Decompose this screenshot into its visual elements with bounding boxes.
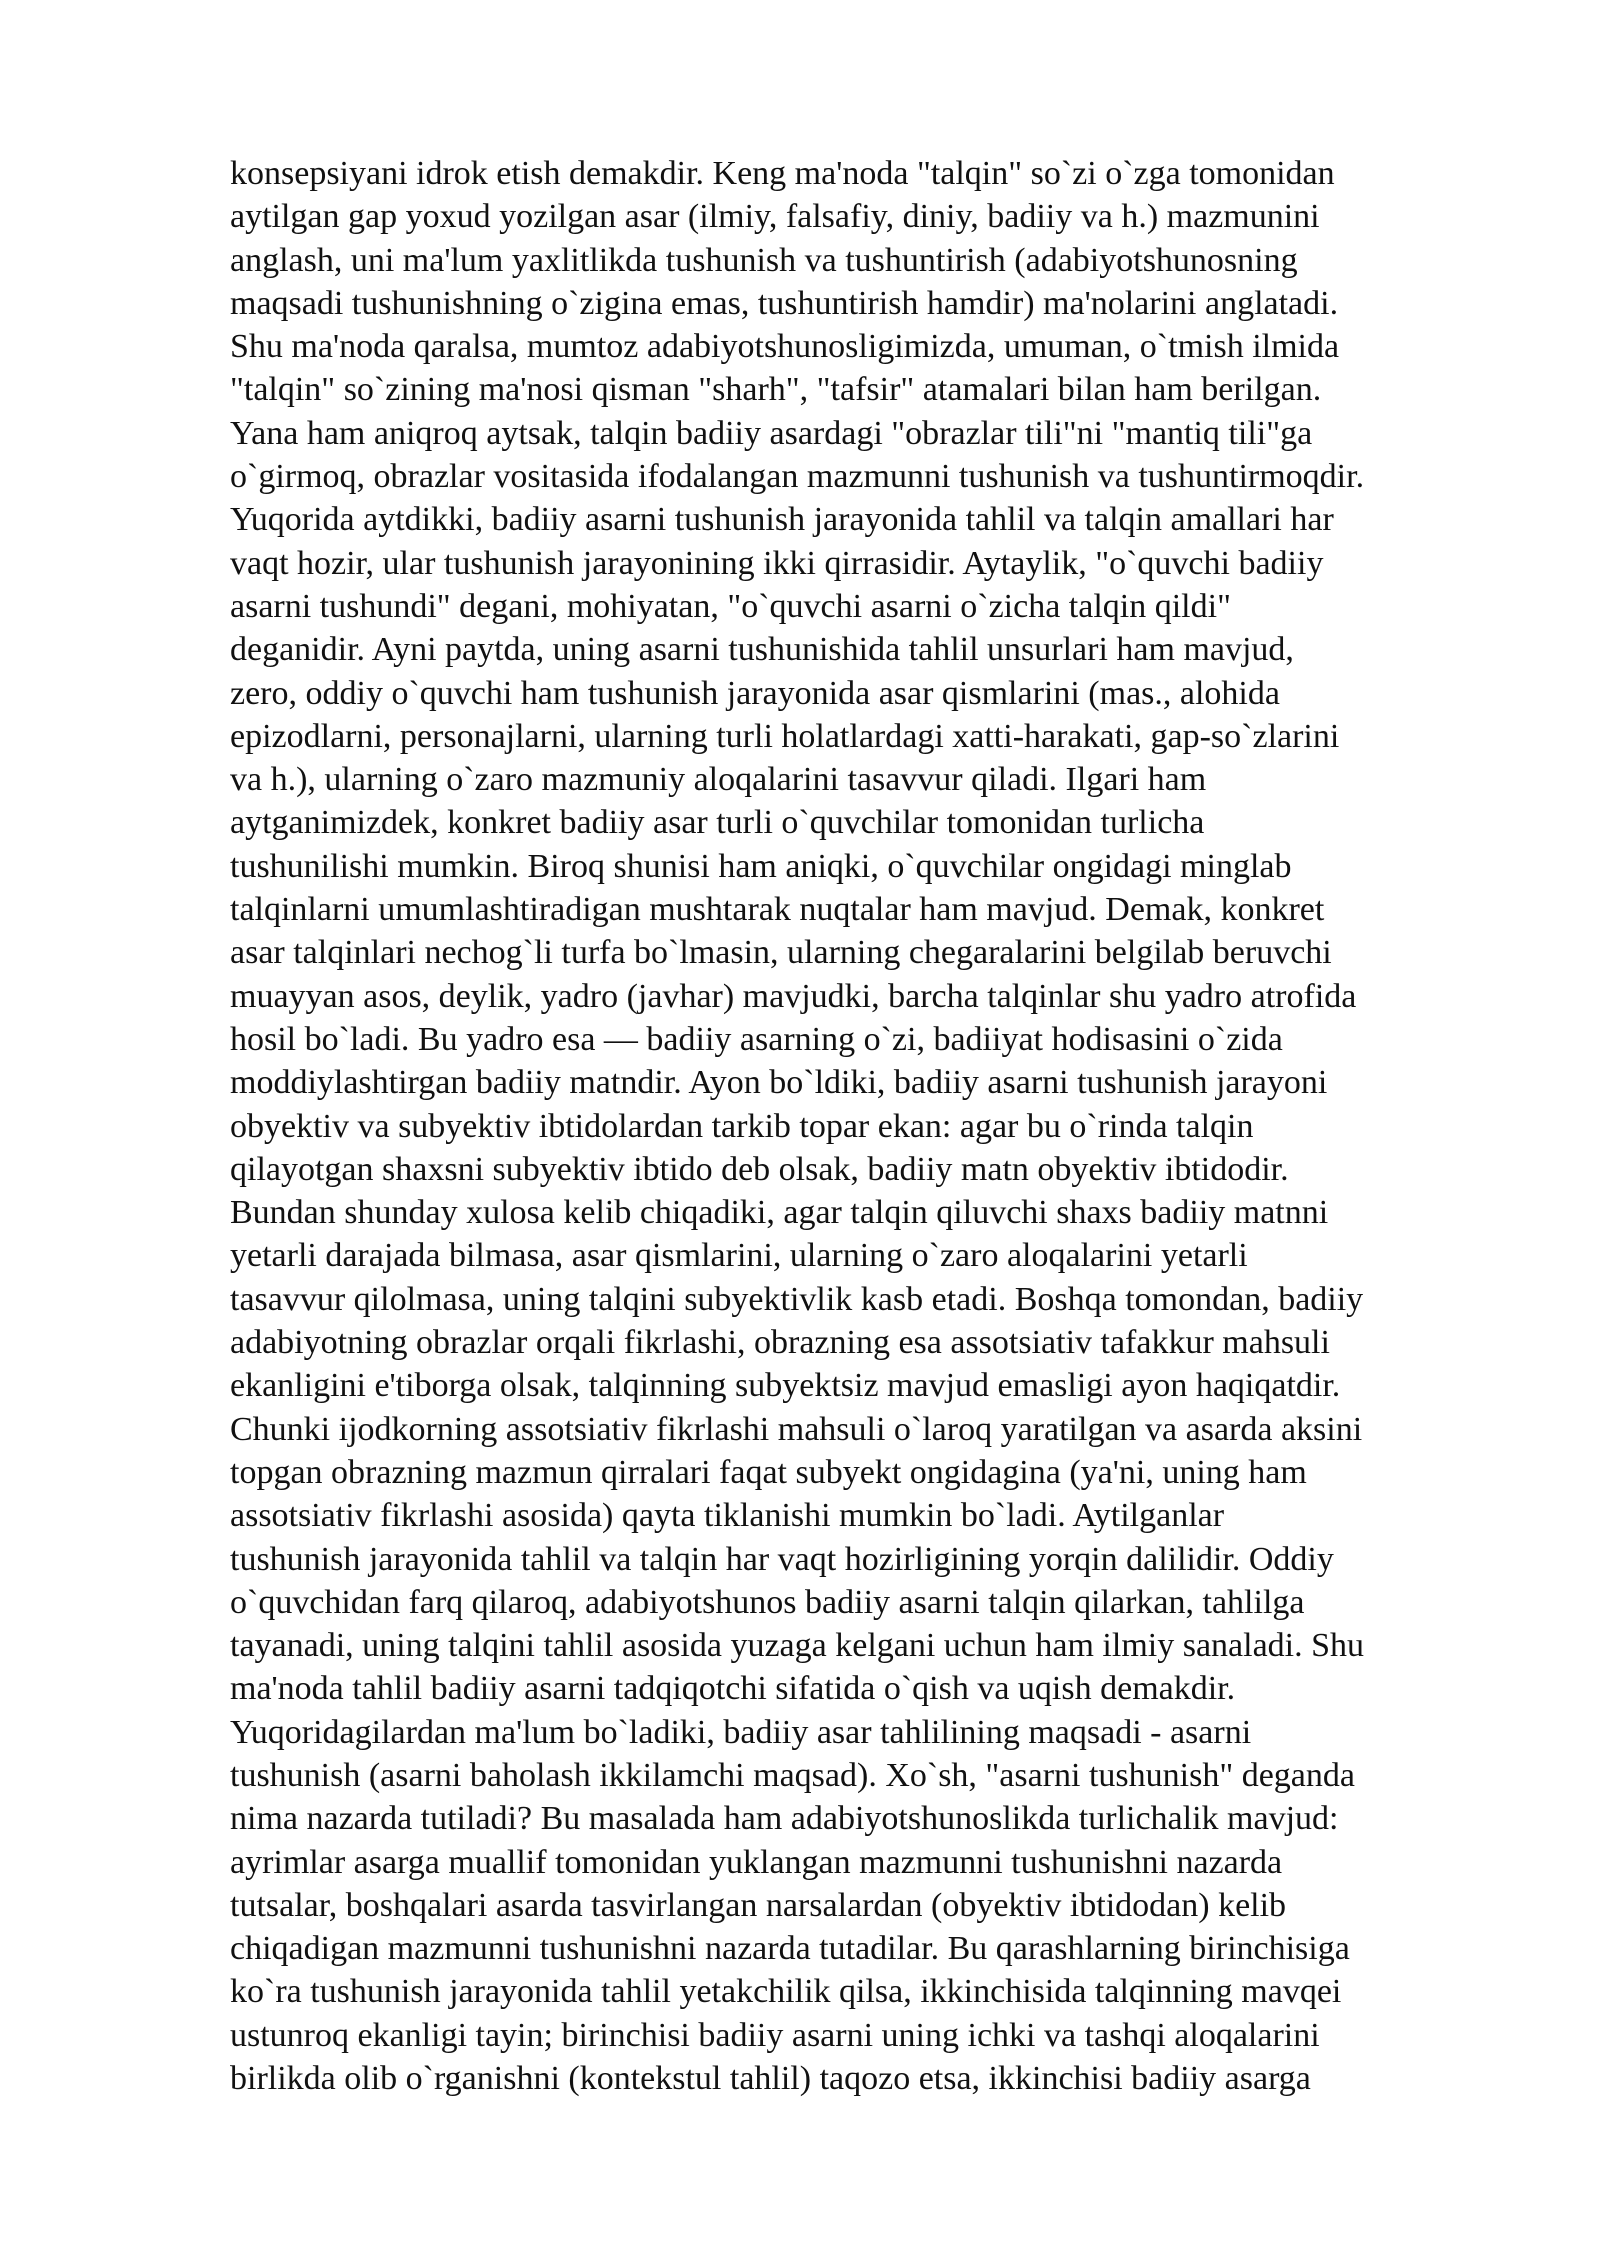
text-line: Yuqorida aytdikki, badiiy asarni tushunish jarayonida tahlil va talqin amallari har <box>230 501 1334 539</box>
text-line: aytilgan gap yoxud yozilgan asar (ilmiy, falsafiy, diniy, badiiy va h.) mazmunini <box>230 198 1320 236</box>
text-line: Yuqoridagilardan ma'lum bo`ladiki, badiiy asar tahlilining maqsadi - asarni <box>230 1713 1252 1751</box>
text-line: o`quvchidan farq qilaroq, adabiyotshunos badiiy asarni talqin qilarkan, tahlilga <box>230 1583 1305 1621</box>
text-line: tayanadi, uning talqini tahlil asosida yuzaga kelgani uchun ham ilmiy sanaladi. Shu <box>230 1627 1365 1665</box>
text-line: anglash, uni ma'lum yaxlitlikda tushunish va tushuntirish (adabiyotshunosning <box>230 241 1298 279</box>
text-line: asarni tushundi" degani, mohiyatan, "o`quvchi asarni o`zicha talqin qildi" <box>230 587 1231 625</box>
text-line: tushunilishi mumkin. Biroq shunisi ham aniqki, o`quvchilar ongidagi minglab <box>230 847 1292 885</box>
text-line: asar talqinlari nechog`li turfa bo`lmasin, ularning chegaralarini belgilab beruvchi <box>230 934 1332 972</box>
text-line: hosil bo`ladi. Bu yadro esa — badiiy asarning o`zi, badiiyat hodisasini o`zida <box>230 1020 1283 1058</box>
text-line: konsepsiyani idrok etish demakdir. Keng ma'noda "talqin" so`zi o`zga tomonidan <box>230 155 1335 192</box>
text-line: Shu ma'noda qaralsa, mumtoz adabiyotshunosligimizda, umuman, o`tmish ilmida <box>230 328 1340 366</box>
text-line: chiqadigan mazmunni tushunishni nazarda tutadilar. Bu qarashlarning birinchisiga <box>230 1930 1350 1968</box>
text-line: Bundan shunday xulosa kelib chiqadiki, agar talqin qiluvchi shaxs badiiy matnni <box>230 1194 1329 1232</box>
text-line: qilayotgan shaxsni subyektiv ibtido deb olsak, badiiy matn obyektiv ibtidodir. <box>230 1150 1289 1188</box>
text-line: ekanligini e'tiborga olsak, talqinning subyektsiz mavjud emasligi ayon haqiqatdir. <box>230 1367 1341 1405</box>
text-line: Yana ham aniqroq aytsak, talqin badiiy asardagi "obrazlar tili"ni "mantiq tili"ga <box>230 414 1313 452</box>
text-line: ma'noda tahlil badiiy asarni tadqiqotchi sifatida o`qish va uqish demakdir. <box>230 1670 1236 1708</box>
text-line: ayrimlar asarga muallif tomonidan yuklangan mazmunni tushunishni nazarda <box>230 1843 1283 1881</box>
body-text <box>230 152 1530 2100</box>
text-line: tushunish (asarni baholash ikkilamchi maqsad). Xo`sh, "asarni tushunish" deganda <box>230 1756 1355 1794</box>
text-line: ustunroq ekanligi tayin; birinchisi badiiy asarni uning ichki va tashqi aloqalarini <box>230 2016 1320 2054</box>
text-line: muayyan asos, deylik, yadro (javhar) mavjudki, barcha talqinlar shu yadro atrofida <box>230 977 1357 1015</box>
text-line: birlikda olib o`rganishni (kontekstul tahlil) taqozo etsa, ikkinchisi badiiy asarga <box>230 2060 1311 2098</box>
text-line: yetarli darajada bilmasa, asar qismlarini, ularning o`zaro aloqalarini yetarli <box>230 1237 1248 1275</box>
text-line: talqinlarni umumlashtiradigan mushtarak nuqtalar ham mavjud. Demak, konkret <box>230 891 1325 929</box>
text-line: ko`ra tushunish jarayonida tahlil yetakchilik qilsa, ikkinchisida talqinning mavqei <box>230 1973 1342 2011</box>
text-line: obyektiv va subyektiv ibtidolardan tarkib topar ekan: agar bu o`rinda talqin <box>230 1107 1254 1145</box>
text-line: vaqt hozir, ular tushunish jarayonining ikki qirrasidir. Aytaylik, "o`quvchi badiiy <box>230 544 1324 582</box>
text-line: topgan obrazning mazmun qirralari faqat subyekt ongidagina (ya'ni, uning ham <box>230 1453 1307 1491</box>
text-line: assotsiativ fikrlashi asosida) qayta tiklanishi mumkin bo`ladi. Aytilganlar <box>230 1497 1225 1535</box>
text-line: nima nazarda tutiladi? Bu masalada ham adabiyotshunoslikda turlichalik mavjud: <box>230 1800 1339 1838</box>
text-line: deganidir. Ayni paytda, uning asarni tushunishida tahlil unsurlari ham mavjud, <box>230 631 1294 669</box>
text-line: "talqin" so`zining ma'nosi qisman "sharh", "tafsir" atamalari bilan ham berilgan. <box>230 371 1322 409</box>
text-line: zero, oddiy o`quvchi ham tushunish jarayonida asar qismlarini (mas., alohida <box>230 674 1280 712</box>
text-line: moddiylashtirgan badiiy matndir. Ayon bo`ldiki, badiiy asarni tushunish jarayoni <box>230 1064 1328 1102</box>
text-line: tutsalar, boshqalari asarda tasvirlangan narsalardan (obyektiv ibtidodan) kelib <box>230 1886 1287 1924</box>
text-line: va h.), ularning o`zaro mazmuniy aloqalarini tasavvur qiladi. Ilgari ham <box>230 761 1207 799</box>
text-line: aytganimizdek, konkret badiiy asar turli o`quvchilar tomonidan turlicha <box>230 804 1205 842</box>
text-line: maqsadi tushunishning o`zigina emas, tushuntirish hamdir) ma'nolarini anglatadi. <box>230 284 1339 322</box>
text-line: o`girmoq, obrazlar vositasida ifodalangan mazmunni tushunish va tushuntirmoqdir. <box>230 458 1365 496</box>
text-line: Chunki ijodkorning assotsiativ fikrlashi mahsuli o`laroq yaratilgan va asarda aksini <box>230 1410 1363 1448</box>
text-line: tushunish jarayonida tahlil va talqin har vaqt hozirligining yorqin dalilidir. Oddiy <box>230 1540 1334 1578</box>
text-line: tasavvur qilolmasa, uning talqini subyektivlik kasb etadi. Boshqa tomondan, badiiy <box>230 1280 1364 1318</box>
text-line: adabiyotning obrazlar orqali fikrlashi, obrazning esa assotsiativ tafakkur mahsuli <box>230 1324 1330 1362</box>
text-line: epizodlarni, personajlarni, ularning turli holatlardagi xatti-harakati, gap-so`zlarini <box>230 717 1340 755</box>
